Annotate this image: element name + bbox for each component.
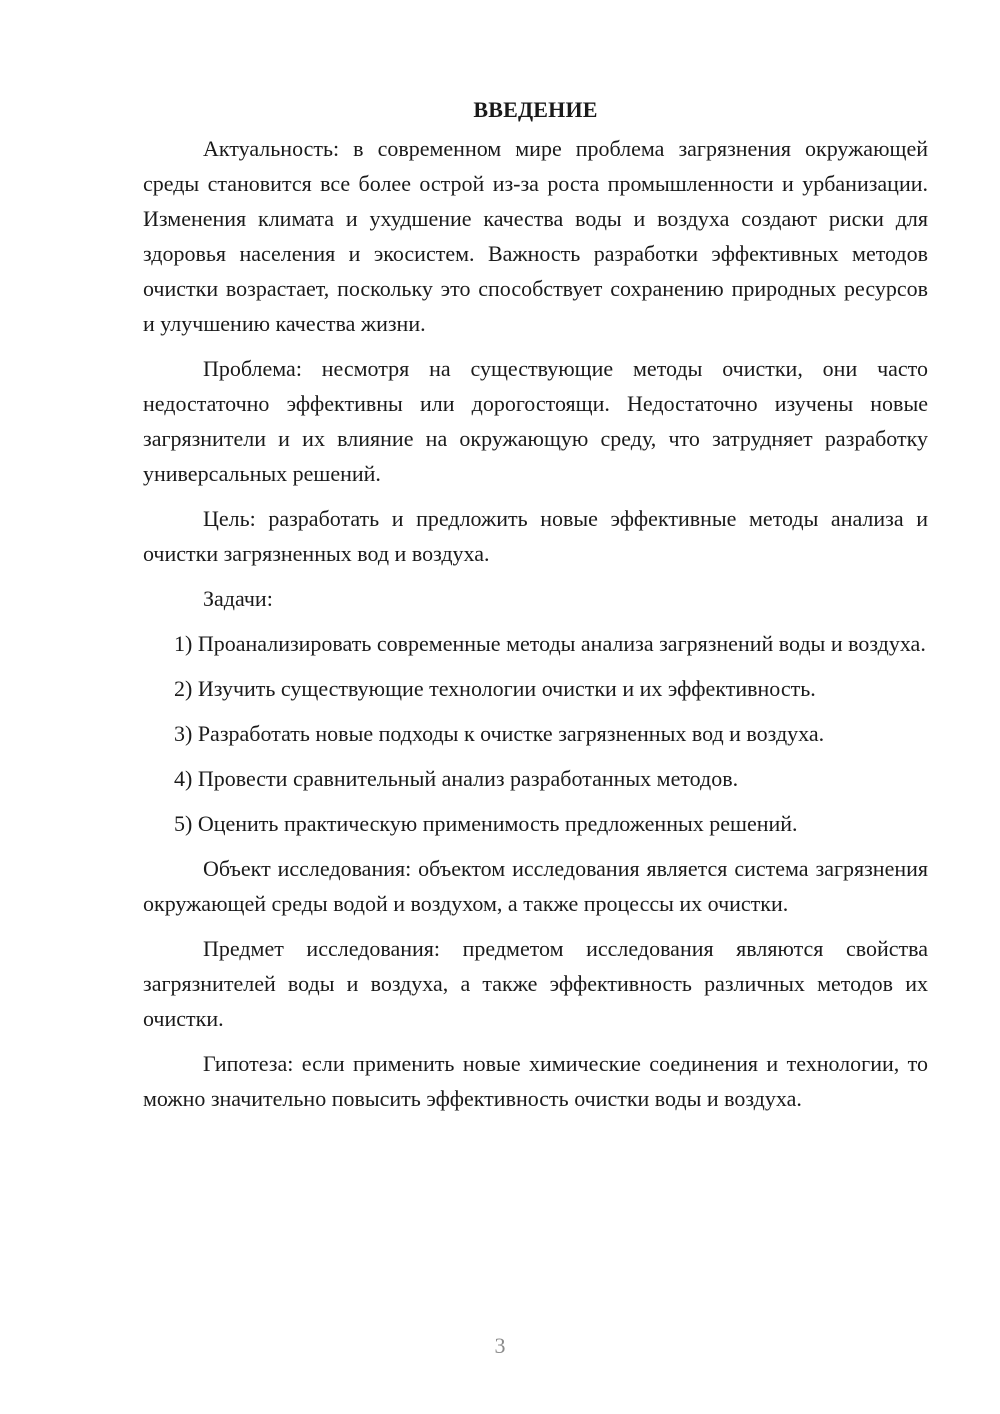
task-item: 1) Проанализировать современные методы анализа загрязнений воды и воздуха. [174,631,926,656]
paragraph-subject: Предмет исследования: предметом исследования являются свойства загрязнителей воды и воздуха, а также эффективность различных методов их очистки. [143,936,928,1031]
task-item: 2) Изучить существующие технологии очистки и их эффективность. [174,676,816,701]
tasks-label: Задачи: [203,586,273,611]
paragraph-relevance: Актуальность: в современном мире проблема загрязнения окружающей среды становится все более острой из-за роста промышленности и урбанизации. Изменения климата и ухудшение качества воды и воздуха создают риски для здоровья населения и экосистем. Важность разработки эффективных методов очистки возрастает, поскольку это способствует сохранению природных ресурсов и улучшению качества жизни. [143,136,928,336]
section-heading: ВВЕДЕНИЕ [473,97,598,122]
task-item: 3) Разработать новые подходы к очистке загрязненных вод и воздуха. [174,721,825,746]
document-page [143,92,928,1126]
task-item: 5) Оценить практическую применимость предложенных решений. [174,811,798,836]
paragraph-object: Объект исследования: объектом исследования является система загрязнения окружающей среды водой и воздухом, а также процессы их очистки. [143,856,928,916]
tasks-list [143,626,928,841]
paragraph-hypothesis: Гипотеза: если применить новые химические соединения и технологии, то можно значительно повысить эффективность очистки воды и воздуха. [143,1051,928,1111]
page-number: 3 [494,1333,506,1358]
task-item: 4) Провести сравнительный анализ разработанных методов. [174,766,739,791]
paragraph-problem: Проблема: несмотря на существующие методы очистки, они часто недостаточно эффективны или дорогостоящи. Недостаточно изучены новые загрязнители и их влияние на окружающую среду, что затрудняет разработку универсальных решений. [143,356,928,486]
paragraph-goal: Цель: разработать и предложить новые эффективные методы анализа и очистки загрязненных вод и воздуха. [143,506,928,566]
